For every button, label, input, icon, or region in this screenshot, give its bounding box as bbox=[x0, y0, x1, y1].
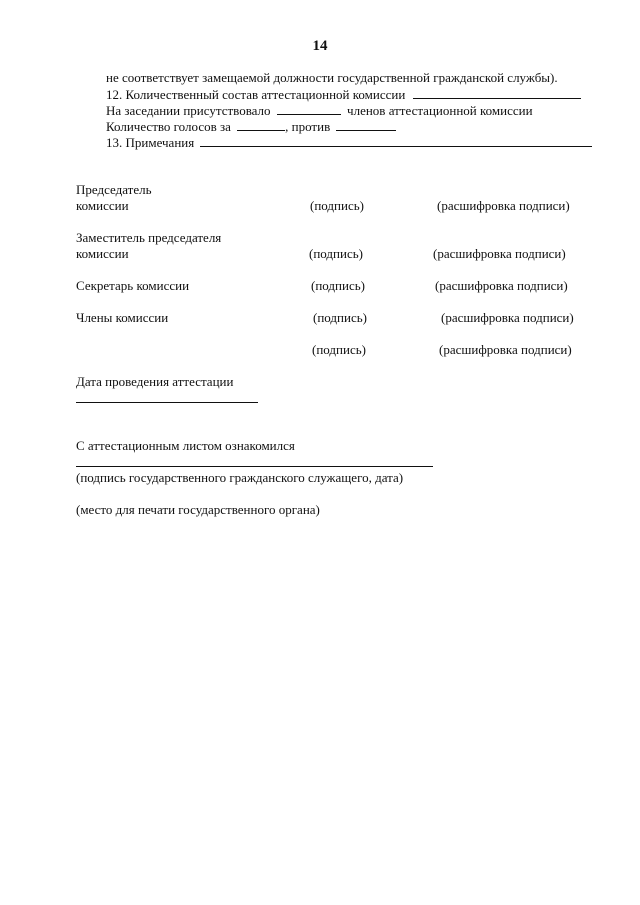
member1-decode: (расшифровка подписи) bbox=[441, 310, 574, 325]
text-line-not-suitable: не соответствует замещаемой должности государственной гражданской службы). bbox=[106, 70, 558, 85]
present-members-suffix: членов аттестационной комиссии bbox=[347, 103, 533, 118]
secretary-sign: (подпись) bbox=[311, 278, 365, 293]
member2-decode: (расшифровка подписи) bbox=[439, 342, 572, 357]
deputy-label-2: комиссии bbox=[76, 246, 129, 261]
commission-composition-blank[interactable] bbox=[413, 86, 581, 99]
notes-label: 13. Примечания bbox=[106, 135, 195, 150]
member1-sign: (подпись) bbox=[313, 310, 367, 325]
votes-for-blank[interactable] bbox=[237, 118, 285, 131]
deputy-sign: (подпись) bbox=[309, 246, 363, 261]
acquaint-signature-blank[interactable] bbox=[76, 466, 433, 467]
deputy-decode: (расшифровка подписи) bbox=[433, 246, 566, 261]
members-label: Члены комиссии bbox=[76, 310, 169, 325]
secretary-decode: (расшифровка подписи) bbox=[435, 278, 568, 293]
stamp-placeholder: (место для печати государственного органа) bbox=[76, 502, 320, 517]
chairman-label-1: Председатель bbox=[76, 182, 152, 197]
votes-against-blank[interactable] bbox=[336, 118, 396, 131]
acquaint-caption: (подпись государственного гражданского служащего, дата) bbox=[76, 470, 404, 485]
chairman-sign: (подпись) bbox=[310, 198, 364, 213]
notes-line bbox=[106, 134, 592, 151]
deputy-label-1: Заместитель председателя bbox=[76, 230, 222, 245]
commission-composition-label: 12. Количественный состав аттестационной комиссии bbox=[106, 87, 406, 102]
present-members-blank[interactable] bbox=[277, 102, 341, 115]
chairman-decode: (расшифровка подписи) bbox=[437, 198, 570, 213]
attestation-date-label: Дата проведения аттестации bbox=[76, 374, 234, 389]
present-members-prefix: На заседании присутствовало bbox=[106, 103, 271, 118]
notes-blank[interactable] bbox=[200, 134, 592, 147]
secretary-label: Секретарь комиссии bbox=[76, 278, 190, 293]
page-number: 14 bbox=[312, 38, 328, 54]
acquaint-label: С аттестационным листом ознакомился bbox=[76, 438, 295, 453]
commission-composition-line bbox=[106, 86, 581, 103]
chairman-label-2: комиссии bbox=[76, 198, 129, 213]
votes-against-label: , против bbox=[285, 119, 331, 134]
votes-line bbox=[106, 118, 396, 135]
present-members-line bbox=[106, 102, 533, 119]
member2-sign: (подпись) bbox=[312, 342, 366, 357]
votes-for-prefix: Количество голосов за bbox=[106, 119, 231, 134]
attestation-date-blank[interactable] bbox=[76, 402, 258, 403]
